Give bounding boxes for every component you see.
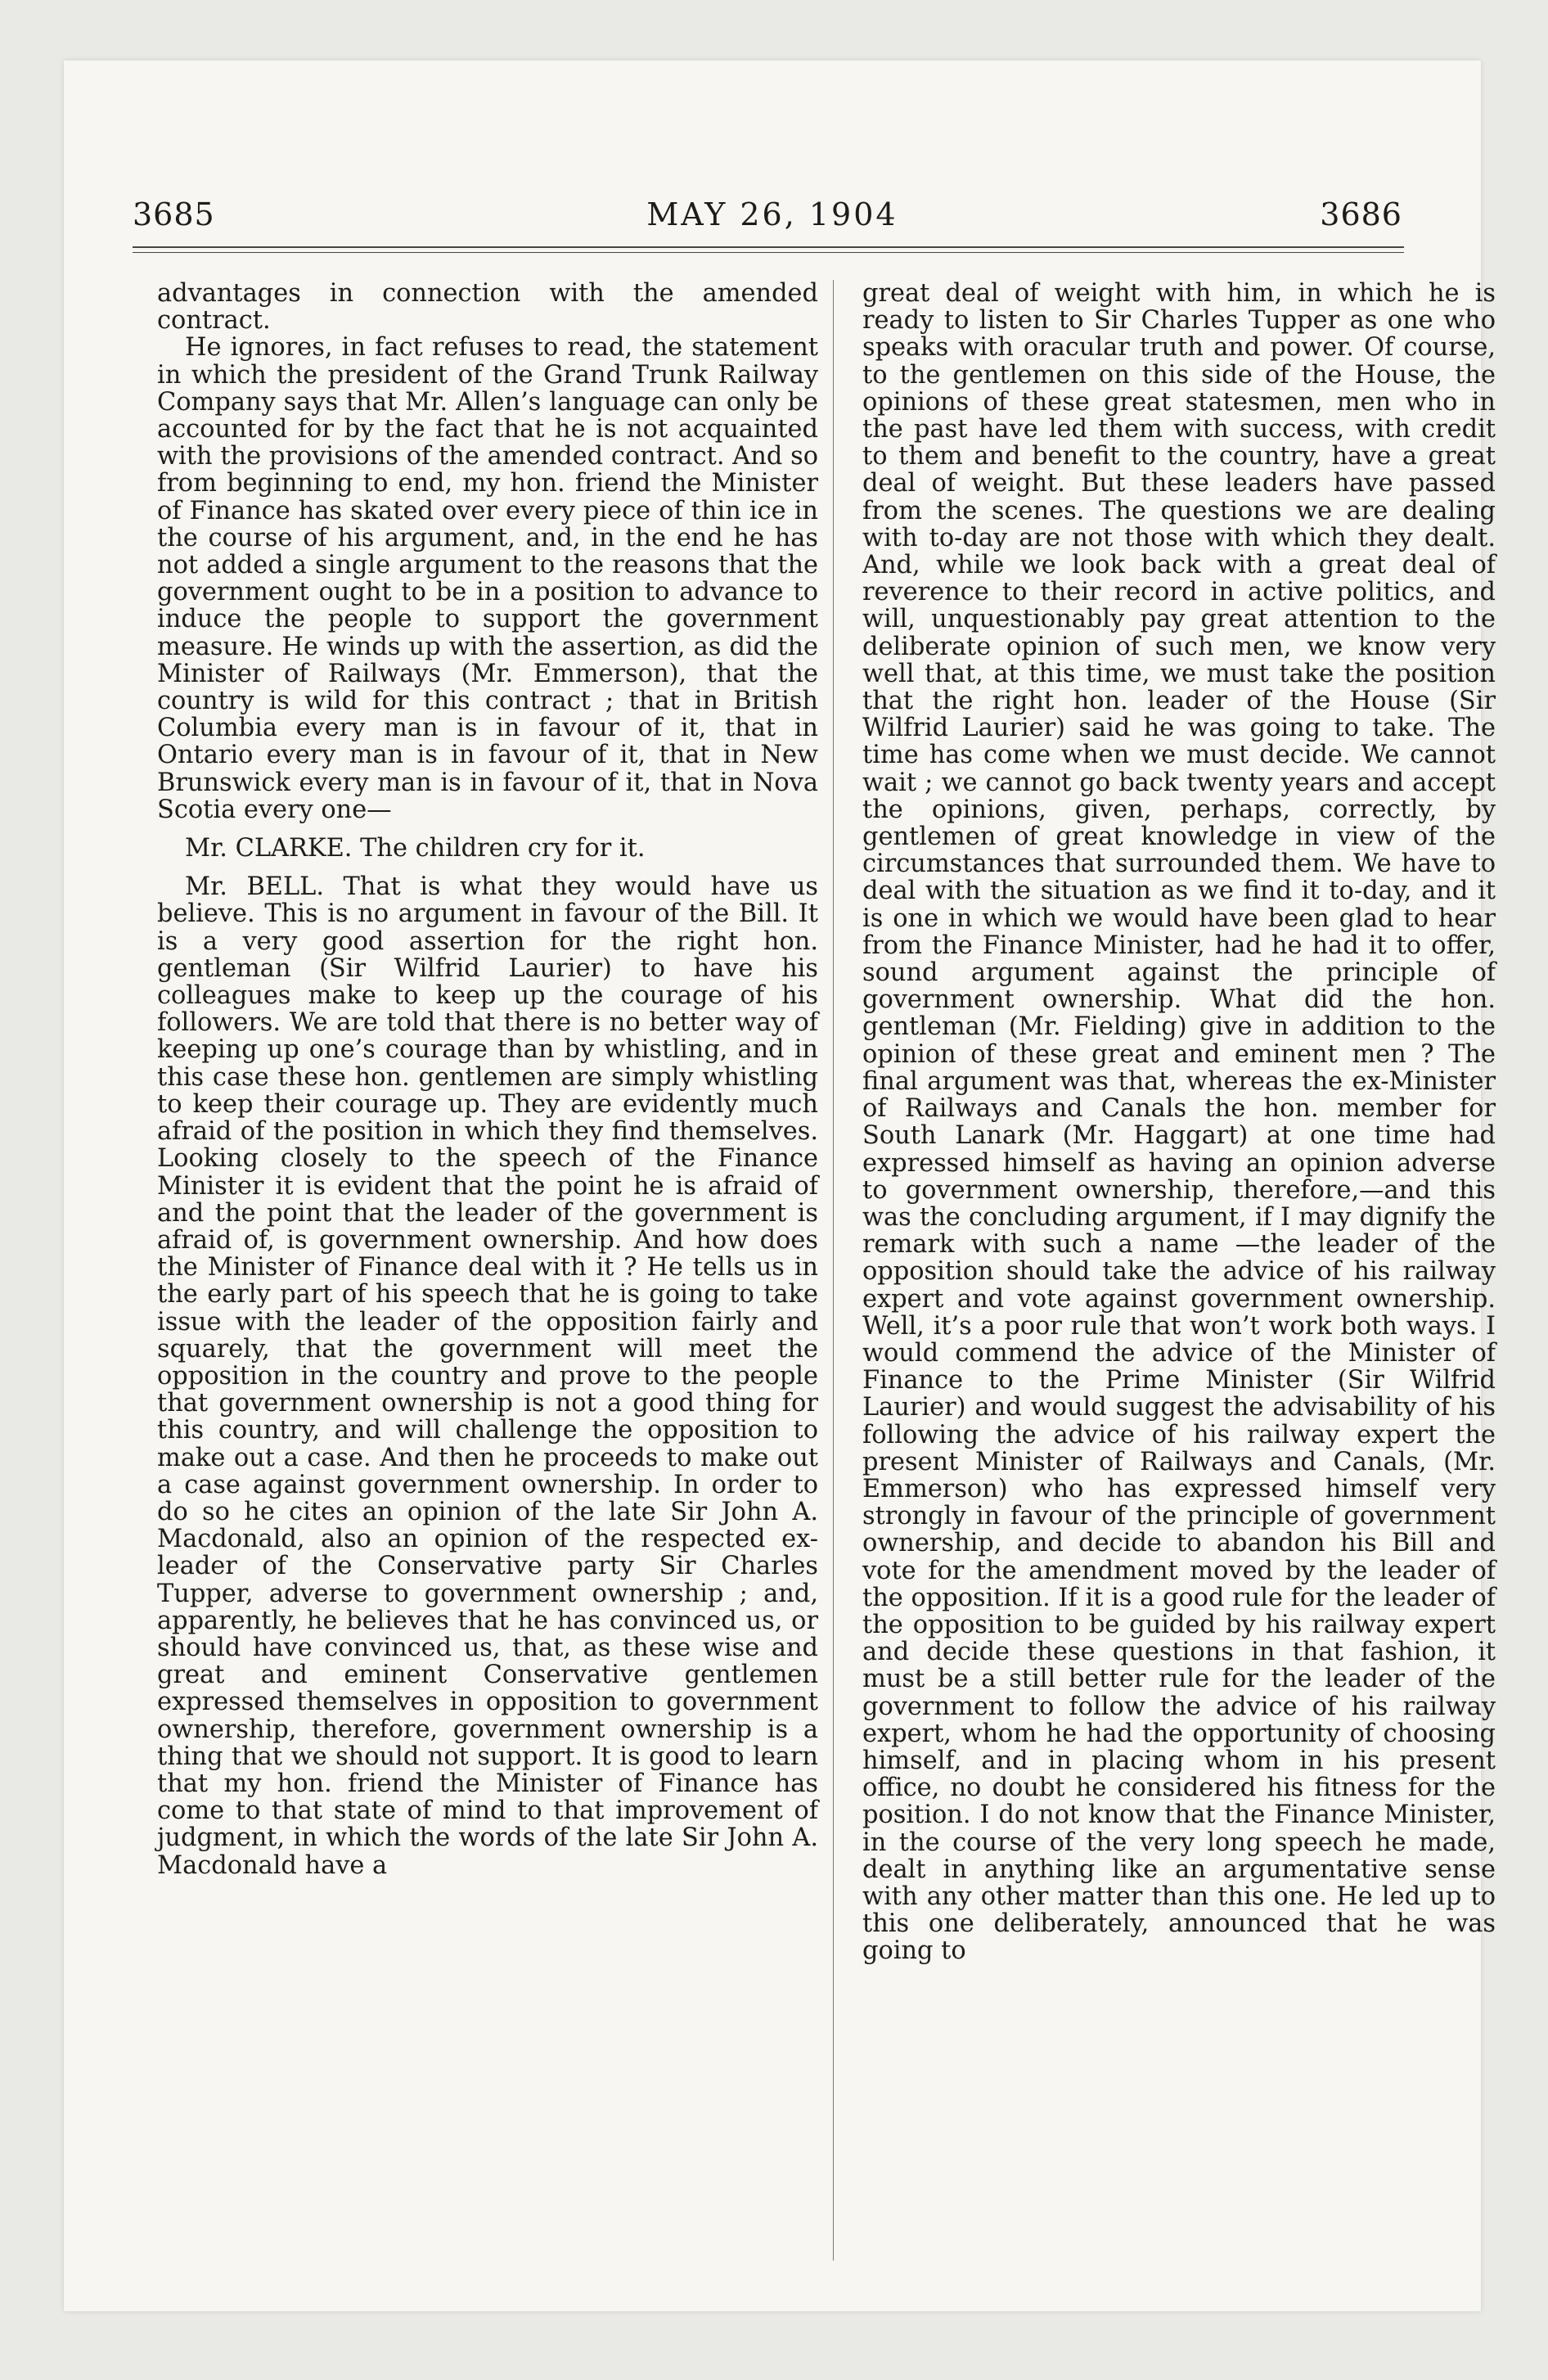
speech-bell: Mr. BELL. That is what they would have us believe. This is no argument in favour of the Bill. It is a very good assertion for the right hon. gentleman (Sir Wilfrid Laurier) to have his colleagues make to keep up the courage of his followers. We are told that there is no better way of keeping up one’s courage than by whistling, and in this case these hon. gentlemen are simply whistling to keep their courage up. They are evidently much afraid of the position in which they find themselves. Looking closely to the speech of the Finance Minister it is evident that the point he is afraid of and the point that the leader of the government is afraid of, is government ownership. And how does the Minister of Finance deal with it ? He tells us in the early part of his speech that he is going to take issue with the leader of the opposition fairly and squarely, that the government will meet the opposition in the country and prove to the people that government ownership is not a good thing for this country, and will challenge the opposition to make out a case. And then he proceeds to make out a case against government ownership. In order to do so he cites an opinion of the late Sir John A. Macdonald, also an opinion of the respected ex-leader of the Conservative party Sir Charles Tupper, adverse to government ownership ; and, apparently, he believes that he has convinced us, or should have convinced us, that, as these wise and great and eminent Conservative gentlemen expressed themselves in opposition to government ownership, therefore, government ownership is a thing that we should not support. It is good to learn that my hon. friend the Minister of Finance has come to that state of mind to that improvement of judgment, in which the words of the late Sir John A. Macdonald have a xyxy=(157,872,818,1880)
paragraph: advantages in connection with the amended contract. xyxy=(157,279,818,336)
right-column xyxy=(862,280,1496,1965)
page-date: MAY 26, 1904 xyxy=(646,196,898,232)
speech-clarke: Mr. CLARKE. The children cry for it. xyxy=(185,834,646,863)
header-rule-thin xyxy=(133,252,1404,253)
column-divider xyxy=(833,280,834,2261)
paragraph: great deal of weight with him, in which he is ready to listen to Sir Charles Tupper as one who speaks with oracular truth and power. Of course, to the gentlemen on this side of the House, the opinions of these great statesmen, men who in the past have led them with success, with credit to them and benefit to the country, have a great deal of weight. But these leaders have passed from the scenes. The questions we are dealing with to-day are not those with which they dealt. And, while we look back with a great deal of reverence to their record in active politics, and will, unquestionably pay great attention to the deliberate opinion of such men, we know very well that, at this time, we must take the position that the right hon. leader of the House (Sir Wilfrid Laurier) said he was going to take. The time has come when we must decide. We cannot wait ; we cannot go back twenty years and accept the opinions, given, perhaps, correctly, by gentlemen of great knowledge in view of the circumstances that surrounded them. We have to deal with the situation as we find it to-day, and it is one in which we would have been glad to hear from the Finance Minister, had he had it to offer, sound argument against the principle of government ownership. What did the hon. gentleman (Mr. Fielding) give in addition to the opinion of these great and eminent men ? The final argument was that, whereas the ex-Minister of Railways and Canals the hon. member for South Lanark (Mr. Haggart) at one time had expressed himself as having an opinion adverse to government ownership, therefore,—and this was the concluding argument, if I may dignify the remark with such a name —the leader of the opposition should take the advice of his railway expert and vote against government ownership. Well, it’s a poor rule that won’t work both ways. I would commend the advice of the Minister of Finance to the Prime Minister (Sir Wilfrid Laurier) and would suggest the advisability of his following the advice of his railway expert the present Minister of Railways and Canals, (Mr. Emmerson) who has expressed himself very strongly in favour of the principle of government ownership, and decide to abandon his Bill and vote for the amendment moved by the leader of the opposition. If it is a good rule for the leader of the opposition to be guided by his railway expert and decide these questions in that fashion, it must be a still better rule for the leader of the government to follow the advice of his railway expert, whom he had the opportunity of choosing himself, and in placing whom in his present office, no doubt he considered his fitness for the position. I do not know that the Finance Minister, in the course of the very long speech he made, dealt in anything like an argumentative sense with any other matter than this one. He led up to this one deliberately, announced that he was going to xyxy=(862,279,1496,1966)
header-rule xyxy=(133,246,1404,248)
page-header xyxy=(64,196,1481,237)
paragraph: He ignores, in fact refuses to read, the statement in which the president of the Grand Trunk Railway Company says that Mr. Allen’s language can only be accounted for by the fact that he is not acquainted with the provisions of the amended contract. And so from beginning to end, my hon. friend the Minister of Finance has skated over every piece of thin ice in the course of his argument, and, in the end he has not added a single argument to the reasons that the government ought to be in a position to advance to induce the people to support the government measure. He winds up with the assertion, as did the Minister of Railways (Mr. Emmerson), that the country is wild for this contract ; that in British Columbia every man is in favour of it, that in Ontario every man is in favour of it, that in New Brunswick every man is in favour of it, that in Nova Scotia every one— xyxy=(157,333,818,824)
left-column xyxy=(157,280,818,1879)
page-number-left: 3685 xyxy=(133,196,215,232)
hansard-page xyxy=(64,61,1496,2311)
page-number-right: 3686 xyxy=(1320,196,1402,232)
